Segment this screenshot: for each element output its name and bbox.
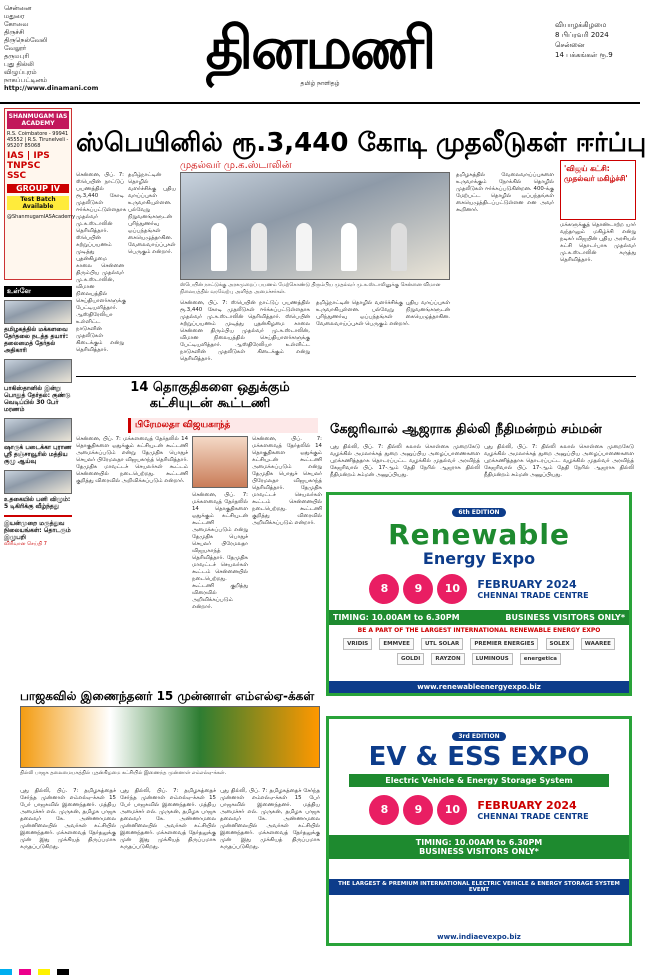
city: புது தில்லி	[4, 60, 34, 68]
right-column-text: தமிழகத்தில் வேலைவாய்ப்புகளை உருவாக்கும் நோக்கில் தொழில் முதலீடுகள் ஈர்க்கப்படுகின்றன. 400-க்கு மேற்பட்ட தொழில் ஒப்பந்தங்கள் கையெழுத்திடப்பட்டுள்ளன என அவர் கூறினார்.	[456, 172, 554, 213]
expo1-timing-bar	[329, 610, 629, 625]
website-link[interactable]: http://www.dinamani.com	[4, 84, 99, 92]
promo-box[interactable]	[4, 515, 72, 547]
expo1-title	[329, 518, 629, 551]
city: வேலூர்	[4, 44, 27, 52]
swatch	[38, 969, 50, 975]
promo-title: இயன்முறை மருத்துவ நிலையங்கள்: தொடரும் இழுபறி	[4, 520, 71, 541]
expo2-day: 10	[437, 795, 467, 825]
city: மதுரை	[4, 12, 25, 20]
story4-headline: பாஜகவில் இணைந்தனர் 15 முன்னாள் எம்எல்ஏ-க்கள்	[20, 689, 315, 703]
expo2-edition: 3rd EDITION	[452, 732, 505, 741]
vijay-side-box	[560, 160, 636, 220]
expo1-venue: CHENNAI TRADE CENTRE	[477, 591, 589, 600]
teaser-thumb	[4, 418, 72, 442]
city: கோவை	[4, 20, 29, 28]
sponsor-logo: PREMIER ENERGIES	[470, 638, 538, 650]
sponsor-logo: LUMINOUS	[472, 653, 513, 665]
story3-col-2: புது தில்லி, பிப். 7: தில்லி கலால் கொள்கை முறைகேடு வழக்கில் அமலாக்கத் துறை அனுப்பிய அழைப்பாணைகளை புறக்கணித்ததாக தொடரப்பட்ட வழக்கில் முதல்வர் அரவிந்த் கேஜரிவால் பிப். 17-ஆம் தேதி நேரில் ஆஜராக தில்லி நீதிமன்றம் சம்மன் அனுப்பியது.	[484, 444, 634, 478]
masthead	[195, 16, 445, 96]
expo2-day: 8	[369, 795, 399, 825]
person-figure	[251, 223, 267, 271]
ad-contact: @ShanmugamIASAcademy	[7, 214, 76, 220]
city: நாகப்பட்டினம்	[4, 76, 48, 84]
sponsor-logo: energetica	[520, 653, 561, 665]
story2-col-1: சென்னை, பிப். 7: மக்களவைத் தேர்தலில் 14 தொகுதிகளை ஒதுக்கும் கட்சியுடன் கூட்டணி அமைக்கப்படும் என்று தேமுதிக பொதுச் செயலர் பிரேமலதா விஜயகாந்த் தெரிவித்தார். தேமுதிக மாவட்டச் செயலர்கள் கூட்டம் சென்னையில் நடைபெற்றது. கூட்டணி குறித்து விரைவில் அறிவிக்கப்படும் என்றார்.	[76, 436, 188, 484]
city: திருச்சி	[4, 28, 25, 36]
expo2-website[interactable]: www.indiaevexpo.biz	[329, 931, 629, 943]
inside-label: உள்ளே	[4, 286, 72, 297]
teaser-item[interactable]: பாகிஸ்தானில் இன்று பொதுத் தேர்தல்: குண்டு வெடிப்பில் 30 பேர் மரணம்	[4, 385, 71, 413]
sponsor-logo: EMMVEE	[379, 638, 413, 650]
date-city: சென்னை	[555, 41, 585, 49]
city: தருமபுரி	[4, 52, 30, 60]
lead-col-4: தமிழ்நாட்டின் தொழில் வளர்ச்சிக்கு புதிய வாய்ப்புகள் உருவாகியுள்ளன. பல்வேறு நிறுவனங்களுடன் புரிந்துணர்வு ஒப்பந்தங்கள் கையெழுத்தாகின. வேலைவாய்ப்புகள் பெருகும் என்றார்.	[316, 300, 450, 327]
ev-expo-ad[interactable]	[326, 716, 632, 946]
ad-course: IAS | IPS	[7, 151, 50, 161]
story4-col-3: புது தில்லி, பிப். 7: தமிழகத்தைச் சேர்ந்த முன்னாள் எம்எல்ஏ-க்கள் 15 பேர் பாஜகவில் இணைந்தனர். மத்திய அமைச்சர் எல். முருகன், தமிழக பாஜக தலைவர் கே. அண்ணாமலை முன்னிலையில் அவர்கள் கட்சியில் இணைந்தனர். மக்களவைத் தேர்தலுக்கு முன் இது முக்கியத் திருப்பமாக கருதப்படுகிறது.	[220, 788, 320, 850]
ad-course: TNPSC	[7, 161, 41, 171]
expo2-timing: TIMING: 10.00AM to 6.30PM	[415, 838, 543, 847]
story4-caption: தில்லி பாஜக தலைமையகத்தில் புதன்கிழமை கட்சியில் இணைந்த முன்னாள் எம்எல்ஏ-க்கள்.	[20, 770, 227, 776]
ad-course: SSC	[7, 171, 27, 181]
ad-title: SHANMUGAM IAS ACADEMY	[8, 113, 68, 127]
story4-col-2: புது தில்லி, பிப். 7: தமிழகத்தைச் சேர்ந்த முன்னாள் எம்எல்ஏ-க்கள் 15 பேர் பாஜகவில் இணைந்தனர். மத்திய அமைச்சர் எல். முருகன், தமிழக பாஜக தலைவர் கே. அண்ணாமலை முன்னிலையில் அவர்கள் கட்சியில் இணைந்தனர். மக்களவைத் தேர்தலுக்கு முன் இது முக்கியத் திருப்பமாக கருதப்படுகிறது.	[120, 788, 216, 850]
ad-offer: Test Batch Available	[7, 196, 69, 210]
sponsor-logo: GOLDI	[397, 653, 424, 665]
story2-photo	[192, 436, 248, 488]
expo1-day: 8	[369, 574, 399, 604]
expo2-venue: CHENNAI TRADE CENTRE	[477, 812, 589, 821]
sponsor-logo: VRIDIS	[343, 638, 372, 650]
masthead-logo: தினமணி	[205, 14, 435, 82]
lead-headline: ஸ்பெயினில் ரூ.3,440 கோடி முதலீடுகள் ஈர்ப்பு	[76, 128, 646, 158]
person-figure	[341, 223, 357, 271]
renewable-expo-ad[interactable]	[326, 492, 632, 696]
date-price: 14 பக்கங்கள் ரூ.9	[555, 51, 613, 59]
swatch	[19, 969, 31, 975]
person-figure	[211, 223, 227, 271]
date-day: வியாழக்கிழமை	[555, 21, 607, 29]
side-box-title: 'விஜய் கட்சி: முதல்வர் மகிழ்ச்சி'	[564, 164, 628, 183]
expo1-day: 9	[403, 574, 433, 604]
story3-col-1: புது தில்லி, பிப். 7: தில்லி கலால் கொள்கை முறைகேடு வழக்கில் அமலாக்கத் துறை அனுப்பிய அழைப்பாணைகளை புறக்கணித்ததாக தொடரப்பட்ட வழக்கில் முதல்வர் அரவிந்த் கேஜரிவால் பிப். 17-ஆம் தேதி நேரில் ஆஜராக தில்லி நீதிமன்றம் சம்மன் அனுப்பியது.	[330, 444, 480, 478]
teaser-thumb	[4, 470, 72, 494]
expo1-visitors: BUSINESS VISITORS ONLY*	[505, 613, 625, 622]
academy-ad[interactable]	[4, 108, 76, 280]
expo2-title: EV & ESS EXPO	[368, 742, 590, 772]
city: திருநெல்வேலி	[4, 36, 48, 44]
story4-photo	[20, 706, 320, 768]
ad-group: GROUP IV	[7, 184, 69, 193]
masthead-rule	[0, 102, 640, 104]
city: சென்னை	[4, 4, 32, 12]
expo1-day: 10	[437, 574, 467, 604]
expo2-subtitle: Electric Vehicle & Energy Storage System	[349, 774, 609, 787]
date-block	[555, 20, 635, 60]
ad-branches: R.S. Coimbatore - 99941 45552 | R.S. Tirunelveli - 95207 85068	[7, 131, 69, 149]
expo1-sponsors	[329, 636, 629, 666]
expo2-timing-bar	[329, 835, 629, 859]
teaser-thumb	[4, 359, 72, 383]
edition-cities	[4, 4, 99, 92]
swatch	[0, 969, 12, 975]
story3-headline: கேஜரிவால் ஆஜராக தில்லி நீதிமன்றம் சம்மன்	[330, 422, 602, 437]
date-date: 8 பிப்ரவரி 2024	[555, 31, 609, 39]
teaser-item[interactable]: உதகையில் பனி விழும்: 5 டிகிரிக்கு வீழ்ந்தது	[4, 496, 71, 510]
lead-col-3: சென்னை, பிப். 7: ஸ்பெயின் நாட்டுப் பயணத்தில் ரூ.3,440 கோடி முதலீடுகள் ஈர்க்கப்பட்டுள்ளதாக முதல்வர் மு.க.ஸ்டாலின் தெரிவித்தார். ஸ்பெயின் சுற்றுப்பயணம் முடித்து புதன்கிழமை காலை சென்னை திரும்பிய முதல்வர் மு.க.ஸ்டாலின், விமான நிலையத்தில் செய்தியாளர்களுக்கு பேட்டியளித்தார். ஆஸ்திரேலியா உள்ளிட்ட நாடுகளின் முதலீடுகள் கிடைக்கும் என்று தெரிவித்தார்.	[180, 300, 310, 362]
lead-photo-caption: ஸ்பெயின் நாட்டுக்கு அரசுமுறைப் பயணம் மேற்கொண்டு திரும்பிய முதல்வர் மு.க.ஸ்டாலினுக்கு சென்னை விமான நிலையத்தில் வரவேற்பு அளித்த அமைச்சர்கள்.	[180, 282, 441, 295]
lead-photo	[180, 172, 450, 280]
registration-bar	[0, 960, 640, 970]
expo1-subtitle: Energy Expo	[422, 549, 536, 568]
person-figure	[296, 223, 312, 271]
swatch	[57, 969, 69, 975]
expo2-visitors: BUSINESS VISITORS ONLY*	[419, 847, 539, 856]
teaser-item[interactable]: தமிழகத்தில் மக்களவை தேர்தலை நடத்த தயார்: தலைமைத் தேர்தல் அதிகாரி	[4, 326, 69, 354]
promo-page: விரிவான செய்தி 7	[4, 541, 47, 547]
left-column	[4, 108, 76, 547]
expo1-tagline: BE A PART OF THE LARGEST INTERNATIONAL RENEWABLE ENERGY EXPO	[357, 627, 601, 634]
expo1-website[interactable]: www.renewableenergyexpo.biz	[329, 681, 629, 693]
sponsor-logo: RAYZON	[431, 653, 464, 665]
sponsor-logo: SOLEX	[546, 638, 574, 650]
expo1-edition: 6th EDITION	[452, 508, 505, 517]
story2-byline: பிரேமலதா விஜயகாந்த்	[128, 418, 318, 433]
lead-subhead: முதல்வர் மு.க.ஸ்டாலின்	[180, 160, 292, 171]
sponsor-logo: WAAREE	[581, 638, 615, 650]
expo1-title-1: Renewable	[388, 518, 570, 551]
expo2-month: FEBRUARY 2024	[477, 799, 577, 812]
city: விழுப்புரம்	[4, 68, 37, 76]
side-box-text: மக்களுக்குத் தொண்டாற்ற யார் வந்தாலும் மகிழ்ச்சி என்று நடிகர் விஜயின் புதிய அரசியல் கட்சி தொடர்பாக முதல்வர் மு.க.ஸ்டாலின் கருத்து தெரிவித்தார்.	[560, 222, 636, 263]
sponsor-logo: UTL SOLAR	[421, 638, 463, 650]
divider	[76, 376, 636, 377]
teaser-thumb	[4, 300, 72, 324]
lead-col-1: சென்னை, பிப். 7: ஸ்பெயின் நாட்டுப் பயணத்தில் ரூ.3,440 கோடி முதலீடுகள் ஈர்க்கப்பட்டுள்ளதாக முதல்வர் மு.க.ஸ்டாலின் தெரிவித்தார். ஸ்பெயின் சுற்றுப்பயணம் முடித்து புதன்கிழமை காலை சென்னை திரும்பிய முதல்வர் மு.க.ஸ்டாலின், விமான நிலையத்தில் செய்தியாளர்களுக்கு பேட்டியளித்தார். ஆஸ்திரேலியா உள்ளிட்ட நாடுகளின் முதலீடுகள் கிடைக்கும் என்று தெரிவித்தார்.	[76, 172, 127, 353]
lead-col-2: தமிழ்நாட்டின் தொழில் வளர்ச்சிக்கு புதிய வாய்ப்புகள் உருவாகியுள்ளன. பல்வேறு நிறுவனங்களுடன் புரிந்துணர்வு ஒப்பந்தங்கள் கையெழுத்தாகின. வேலைவாய்ப்புகள் பெருகும் என்றார்.	[128, 172, 176, 255]
expo2-day: 9	[403, 795, 433, 825]
person-figure	[391, 223, 407, 271]
expo1-timing: TIMING: 10.00AM to 6.30PM	[333, 613, 460, 622]
masthead-tagline: தமிழ் நாளிதழ்	[300, 80, 340, 87]
story2-headline: 14 தொகுதிகளை ஒதுக்கும் கட்சியுடன் கூட்டணி	[130, 380, 290, 411]
story2-col-2: சென்னை, பிப். 7: மக்களவைத் தேர்தலில் 14 தொகுதிகளை ஒதுக்கும் கட்சியுடன் கூட்டணி அமைக்கப்படும் என்று தேமுதிக பொதுச் செயலர் பிரேமலதா விஜயகாந்த் தெரிவித்தார். தேமுதிக மாவட்டச் செயலர்கள் கூட்டம் சென்னையில் நடைபெற்றது. கூட்டணி குறித்து விரைவில் அறிவிக்கப்படும் என்றார்.	[192, 492, 248, 610]
expo2-tagline: THE LARGEST & PREMIUM INTERNATIONAL ELECTRIC VEHICLE & ENERGY STORAGE SYSTEM EVENT	[329, 879, 629, 895]
expo1-month: FEBRUARY 2024	[477, 578, 577, 591]
story4-col-1: புது தில்லி, பிப். 7: தமிழகத்தைச் சேர்ந்த முன்னாள் எம்எல்ஏ-க்கள் 15 பேர் பாஜகவில் இணைந்தனர். மத்திய அமைச்சர் எல். முருகன், தமிழக பாஜக தலைவர் கே. அண்ணாமலை முன்னிலையில் அவர்கள் கட்சியில் இணைந்தனர். மக்களவைத் தேர்தலுக்கு முன் இது முக்கியத் திருப்பமாக கருதப்படுகிறது.	[20, 788, 116, 850]
teaser-item[interactable]: ஷாருக் படைக்கா புராண ஸ்ரீ தஞ்சாவூரில் மத்திய குழு ஆய்வு	[4, 444, 72, 465]
story2-col-3: சென்னை, பிப். 7: மக்களவைத் தேர்தலில் 14 தொகுதிகளை ஒதுக்கும் கட்சியுடன் கூட்டணி அமைக்கப்படும் என்று தேமுதிக பொதுச் செயலர் பிரேமலதா விஜயகாந்த் தெரிவித்தார். தேமுதிக மாவட்டச் செயலர்கள் கூட்டம் சென்னையில் நடைபெற்றது. கூட்டணி குறித்து விரைவில் அறிவிக்கப்படும் என்றார்.	[252, 436, 322, 526]
